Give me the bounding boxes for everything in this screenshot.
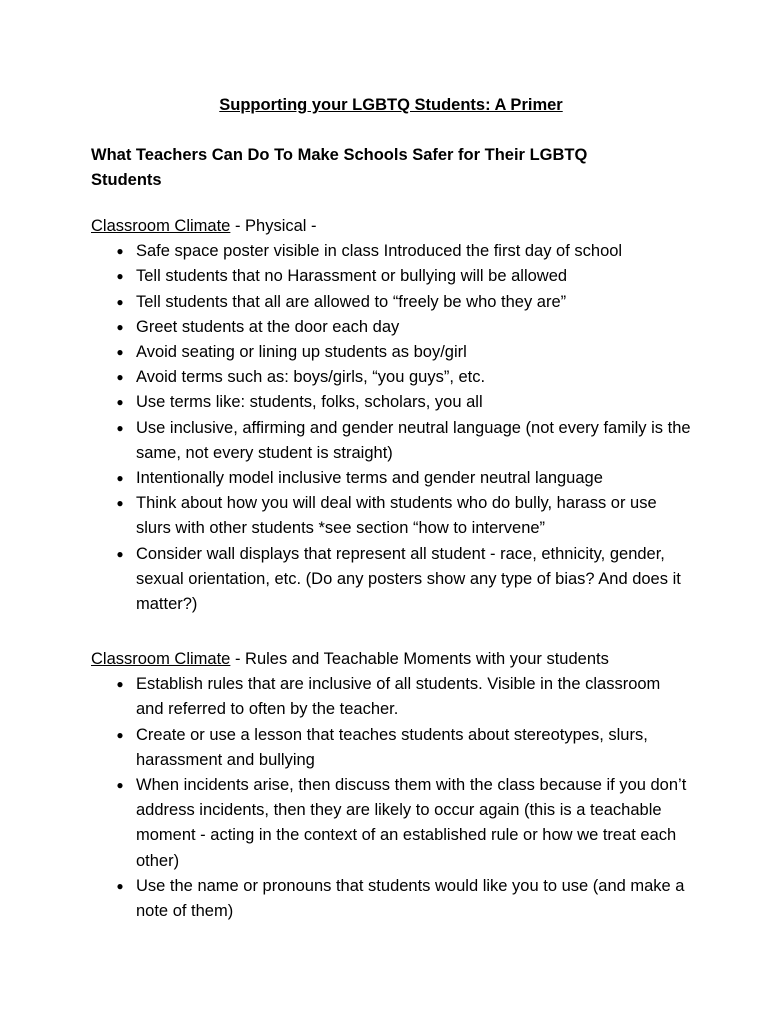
list-item-text: Establish rules that are inclusive of all students. Visible in the classroom and referred to often by the teacher. <box>136 675 661 719</box>
section-rules-teachable-moments <box>91 647 691 924</box>
section-physical-climate <box>91 214 691 617</box>
list-item <box>91 874 691 924</box>
bullet-icon: ● <box>116 395 124 410</box>
section-heading-underlined: Classroom Climate <box>91 217 231 235</box>
bullet-icon: ● <box>116 420 124 435</box>
bullet-icon: ● <box>116 319 124 334</box>
bullet-icon: ● <box>116 778 124 793</box>
list-item-text: Use inclusive, affirming and gender neutral language (not every family is the same, not every student is straight) <box>136 418 691 462</box>
list-item-text: Think about how you will deal with students who do bully, harass or use slurs with other students *see section “how to intervene” <box>136 494 657 538</box>
list-item-text: Tell students that no Harassment or bullying will be allowed <box>136 267 568 286</box>
list-item-text: When incidents arise, then discuss them with the class because if you don’t address incidents, then they are likely to occur again (this is a teachable moment - acting in the context of an established rule or how we treat each other) <box>136 776 687 870</box>
list-item-text: Use the name or pronouns that students would like you to use (and make a note of them) <box>136 876 685 921</box>
list-item-text: Consider wall displays that represent all student - race, ethnicity, gender, sexual orientation, etc. (Do any posters show any type of bias? And does it matter?) <box>136 544 681 614</box>
bullet-icon: ● <box>116 345 124 360</box>
list-item-text: Use terms like: students, folks, scholars, you all <box>136 393 483 412</box>
list-item-text: Safe space poster visible in class Introduced the first day of school <box>136 242 623 261</box>
list-item <box>91 542 691 618</box>
bullet-icon: ● <box>116 496 124 511</box>
section-heading-rest: - Physical - <box>230 217 317 235</box>
list-item <box>91 416 691 466</box>
list-item <box>91 340 691 365</box>
list-item <box>91 773 691 874</box>
list-item <box>91 723 691 773</box>
document-title: Supporting your LGBTQ Students: A Primer <box>219 96 563 114</box>
list-item-text: Greet students at the door each day <box>136 317 400 336</box>
bullet-list <box>91 239 691 617</box>
list-item <box>91 315 691 340</box>
bullet-icon: ● <box>116 294 124 309</box>
bullet-icon: ● <box>116 471 124 486</box>
list-item-text: Intentionally model inclusive terms and gender neutral language <box>136 469 603 488</box>
list-item <box>91 672 691 722</box>
list-item-text: Tell students that all are allowed to “freely be who they are” <box>136 292 567 311</box>
bullet-icon: ● <box>116 677 124 692</box>
section-heading <box>91 214 691 239</box>
list-item-text: Avoid seating or lining up students as boy/girl <box>136 343 467 362</box>
list-item-text: Avoid terms such as: boys/girls, “you guys”, etc. <box>136 368 486 387</box>
list-item <box>91 239 691 264</box>
bullet-icon: ● <box>116 727 124 742</box>
section-heading <box>91 647 691 672</box>
section-heading-rest: - Rules and Teachable Moments with your students <box>230 650 609 668</box>
section-heading-underlined: Classroom Climate <box>91 650 231 668</box>
bullet-icon: ● <box>116 269 124 284</box>
bullet-icon: ● <box>116 370 124 385</box>
list-item <box>91 264 691 289</box>
document-subtitle: What Teachers Can Do To Make Schools Safer for Their LGBTQ Students <box>91 146 588 189</box>
bullet-icon: ● <box>116 244 124 259</box>
bullet-icon: ● <box>116 878 124 893</box>
list-item <box>91 390 691 415</box>
list-item <box>91 491 691 541</box>
list-item-text: Create or use a lesson that teaches students about stereotypes, slurs, harassment and bullying <box>136 725 648 769</box>
list-item <box>91 290 691 315</box>
list-item <box>91 466 691 491</box>
bullet-list <box>91 672 691 924</box>
bullet-icon: ● <box>116 546 124 561</box>
list-item <box>91 365 691 390</box>
